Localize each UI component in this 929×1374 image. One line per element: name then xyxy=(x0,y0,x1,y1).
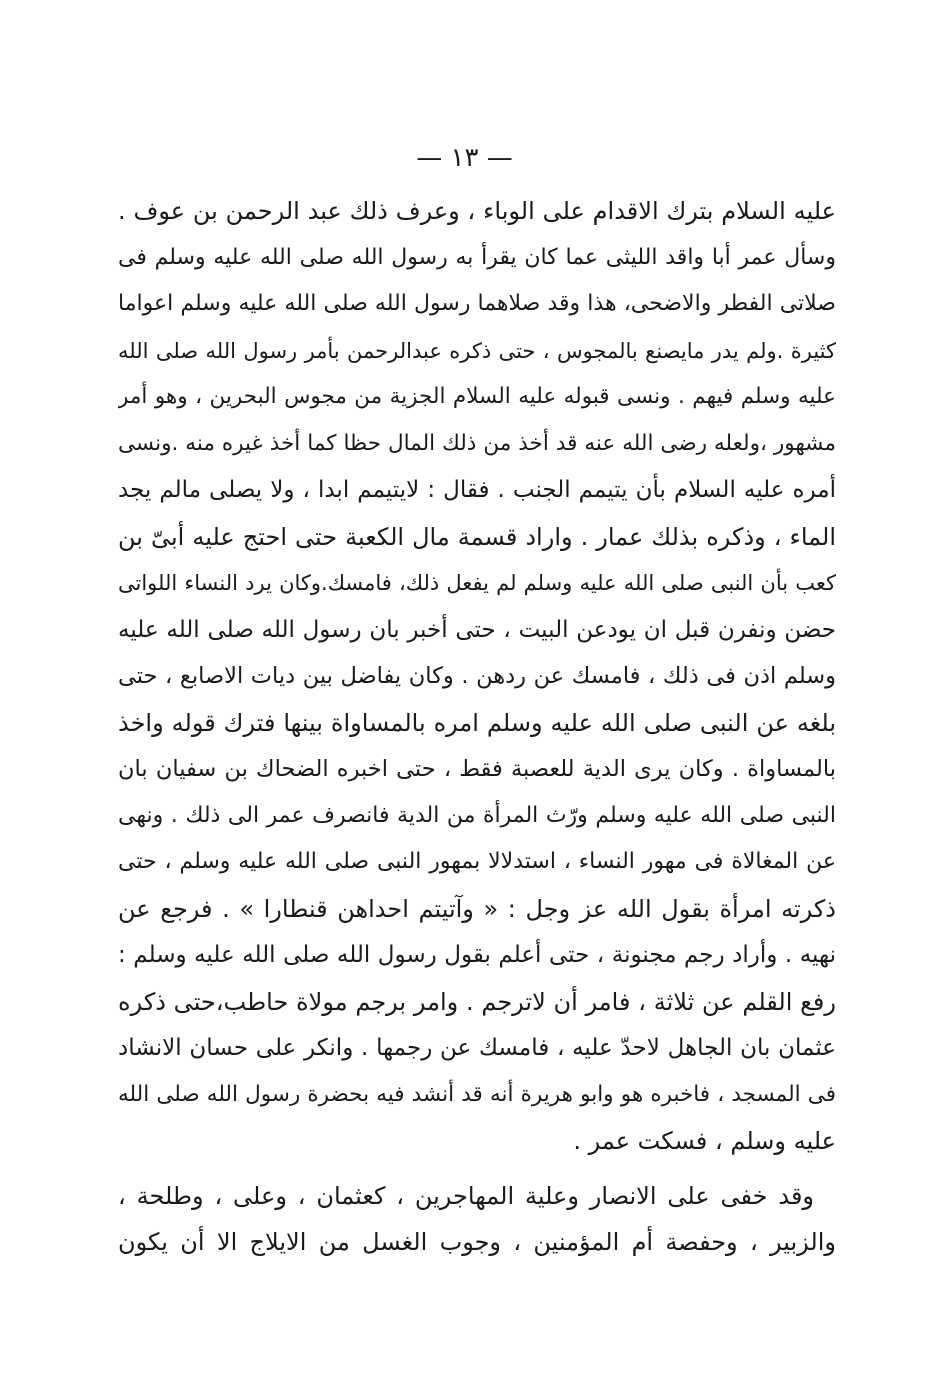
text-line: النبى صلى الله عليه وسلم ورّث المرأة من الدية فانصرف عمر الى ذلك . ونهى xyxy=(118,802,836,828)
text-line: بالمساواة . وكان يرى الدية للعصبة فقط ، حتى اخبره الضحاك بن سفيان بان xyxy=(118,756,836,782)
text-line: نهيه . وأراد رجم مجنونة ، حتى أعلم بقول رسول الله صلى الله عليه وسلم : xyxy=(118,942,836,968)
text-line: حضن ونفرن قبل ان يودعن البيت ، حتى أخبر بان رسول الله صلى الله عليه xyxy=(118,616,836,643)
text-line: رفع القلم عن ثلاثة ، فامر أن لاترجم . وامر برجم مولاة حاطب،حتى ذكره xyxy=(118,987,836,1016)
text-line: كعب بأن النبى صلى الله عليه وسلم لم يفعل ذلك، فامسك.وكان يرد النساء اللواتى xyxy=(118,571,836,595)
text-line: عليه وسلم ، فسكت عمر . xyxy=(573,1127,836,1155)
text-line: كثيرة .ولم يدر مايصنع بالمجوس ، حتى ذكره عبدالرحمن بأمر رسول الله صلى الله xyxy=(118,338,836,363)
text-line: فى المسجد ، فاخبره هو وابو هريرة أنه قد أنشد فيه بحضرة رسول الله صلى الله xyxy=(118,1081,836,1107)
text-line: الماء ، وذكره بذلك عمار . واراد قسمة مال الكعبة حتى احتج عليه أبىّ بن xyxy=(118,522,836,551)
page-number: — ١٣ — xyxy=(416,143,513,173)
text-line: عثمان بان الجاهل لاحدّ عليه ، فامسك عن رجمها . وانكر على حسان الانشاد xyxy=(118,1035,836,1061)
paragraph-gap xyxy=(118,1165,836,1173)
text-line: وقد خفى على الانصار وعلية المهاجرين ، كعثمان ، وعلى ، وطلحة ، xyxy=(118,1181,814,1210)
text-line: وسأل عمر أبا واقد الليثى عما كان يقرأ به رسول الله صلى الله عليه وسلم فى xyxy=(118,244,836,270)
text-line: مشهور ،ولعله رضى الله عنه قد أخذ من ذلك المال حظا كما أخذ غيره منه .ونسى xyxy=(118,430,836,456)
body-text xyxy=(118,188,836,1266)
text-line: ذكرته امرأة بقول الله عز وجل : « وآتيتم احداهن قنطارا » . فرجع عن xyxy=(118,894,836,923)
text-line: عليه وسلم فيهم . ونسى قبوله عليه السلام الجزية من مجوس البحرين ، وهو أمر xyxy=(118,384,836,409)
text-line: والزبير ، وحفصة أم المؤمنين ، وجوب الغسل من الايلاج الا أن يكون xyxy=(118,1228,836,1256)
text-line: عليه السلام بترك الاقدام على الوباء ، وعرف ذلك عبد الرحمن بن عوف . xyxy=(118,197,836,225)
text-line: عن المغالاة فى مهور النساء ، استدلالا بمهور النبى صلى الله عليه وسلم ، حتى xyxy=(118,849,836,874)
text-line: أمره عليه السلام بأن يتيمم الجنب . فقال : لايتيمم ابدا ، ولا يصلى مالم يجد xyxy=(118,477,836,503)
text-line: صلاتى الفطر والاضحى، هذا وقد صلاهما رسول الله صلى الله عليه وسلم اعواما xyxy=(118,291,836,316)
text-line: بلغه عن النبى صلى الله عليه وسلم امره بالمساواة بينها فترك قوله واخذ xyxy=(118,708,836,737)
text-line: وسلم اذن فى ذلك ، فامسك عن ردهن . وكان يفاضل بين ديات الاصابع ، حتى xyxy=(118,663,836,689)
